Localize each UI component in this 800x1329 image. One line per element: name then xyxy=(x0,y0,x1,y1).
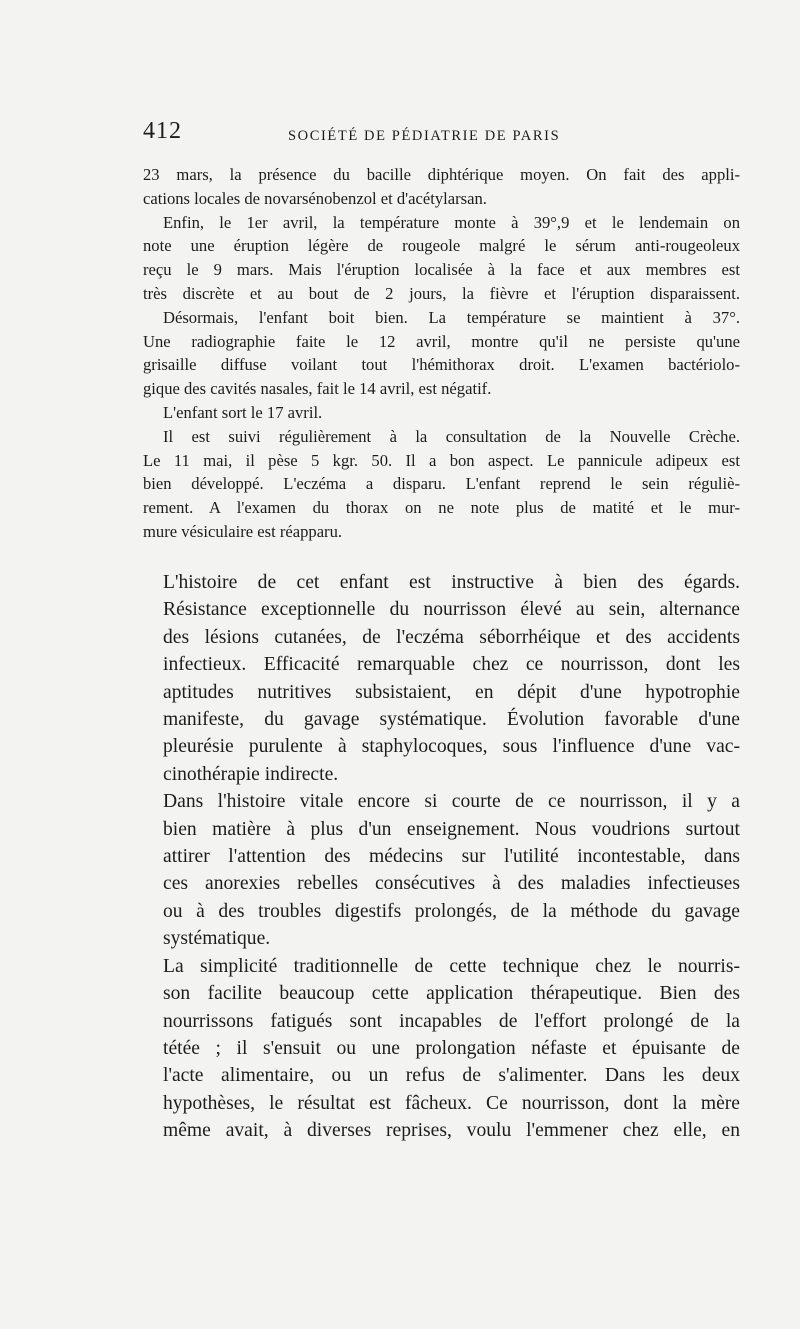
text-line: gique des cavités nasales, fait le 14 avril, est négatif. xyxy=(143,379,492,399)
paragraph xyxy=(143,425,740,544)
text-line: cations locales de novarsénobenzol et d'acétylarsan. xyxy=(143,188,487,208)
text-line: L'enfant sort le 17 avril. xyxy=(163,402,323,422)
text-line: ces anorexies rebelles consécutives à des maladies infectieuses xyxy=(163,873,740,895)
text-line: infectieux. Efficacité remarquable chez ce nourrisson, dont les xyxy=(163,654,740,676)
paragraph xyxy=(143,211,740,306)
text-line: bien matière à plus d'un enseignement. Nous voudrions surtout xyxy=(163,818,740,840)
text-line: l'acte alimentaire, ou un refus de s'alimenter. Dans les deux xyxy=(163,1065,740,1087)
text-line: aptitudes nutritives subsistaient, en dépit d'une hypotrophie xyxy=(163,681,740,703)
text-line: systématique. xyxy=(163,928,271,950)
text-line: pleurésie purulente à staphylocoques, sous l'influence d'une vac- xyxy=(163,736,740,758)
text-line: tétée ; il s'ensuit ou une prolongation néfaste et épuisante de xyxy=(163,1037,740,1059)
text-line: même avait, à diverses reprises, voulu l'emmener chez elle, en xyxy=(163,1120,740,1142)
text-line: 23 mars, la présence du bacille diphtérique moyen. On fait des appli- xyxy=(143,165,740,184)
paragraph xyxy=(143,569,740,788)
running-head: SOCIÉTÉ DE PÉDIATRIE DE PARIS xyxy=(288,128,561,144)
text-line: Enfin, le 1er avril, la température monte à 39°,9 et le lendemain on xyxy=(163,212,740,232)
text-line: attirer l'attention des médecins sur l'utilité incontestable, dans xyxy=(163,846,740,868)
text-line: bien développé. L'eczéma a disparu. L'enfant reprend le sein réguliè- xyxy=(143,474,740,494)
text-line: son facilite beaucoup cette application thérapeutique. Bien des xyxy=(163,983,740,1005)
text-line: rement. A l'examen du thorax on ne note plus de matité et le mur- xyxy=(143,498,740,518)
text-line: Il est suivi régulièrement à la consultation de la Nouvelle Crèche. xyxy=(163,426,740,446)
text-line: cinothérapie indirecte. xyxy=(163,763,339,785)
page-header xyxy=(143,118,743,148)
text-line: L'histoire de cet enfant est instructive à bien des égards. xyxy=(163,572,740,593)
text-line: Résistance exceptionnelle du nourrisson élevé au sein, alternance xyxy=(163,599,740,621)
text-line: Désormais, l'enfant boit bien. La température se maintient à 37°. xyxy=(163,307,740,327)
text-line: mure vésiculaire est réapparu. xyxy=(143,521,343,541)
paragraph xyxy=(143,953,740,1145)
text-line: nourrissons fatigués sont incapables de l'effort prolongé de la xyxy=(163,1010,740,1032)
text-line: très discrète et au bout de 2 jours, la fièvre et l'éruption disparaissent. xyxy=(143,283,740,303)
paragraph xyxy=(143,163,740,211)
discussion-text xyxy=(143,569,740,1145)
text-line: hypothèses, le résultat est fâcheux. Ce nourrisson, dont la mère xyxy=(163,1092,740,1114)
paragraph xyxy=(143,401,740,425)
text-line: grisaille diffuse voilant tout l'hémithorax droit. L'examen bactériolo- xyxy=(143,355,740,375)
text-line: reçu le 9 mars. Mais l'éruption localisée à la face et aux membres est xyxy=(143,260,740,280)
paragraph xyxy=(143,788,740,952)
paragraph xyxy=(143,306,740,401)
text-line: ou à des troubles digestifs prolongés, de la méthode du gavage xyxy=(163,900,740,922)
text-line: manifeste, du gavage systématique. Évolution favorable d'une xyxy=(163,709,740,731)
case-report-text xyxy=(143,163,740,544)
page-number: 412 xyxy=(143,118,182,144)
text-line: des lésions cutanées, de l'eczéma séborrhéique et des accidents xyxy=(163,626,740,648)
text-line: Une radiographie faite le 12 avril, montre qu'il ne persiste qu'une xyxy=(143,331,740,351)
text-line: La simplicité traditionnelle de cette technique chez le nourris- xyxy=(163,955,740,977)
text-line: Dans l'histoire vitale encore si courte de ce nourrisson, il y a xyxy=(163,791,740,813)
text-line: Le 11 mai, il pèse 5 kgr. 50. Il a bon aspect. Le pannicule adipeux est xyxy=(143,450,740,470)
text-line: note une éruption légère de rougeole malgré le sérum anti-rougeoleux xyxy=(143,236,740,256)
